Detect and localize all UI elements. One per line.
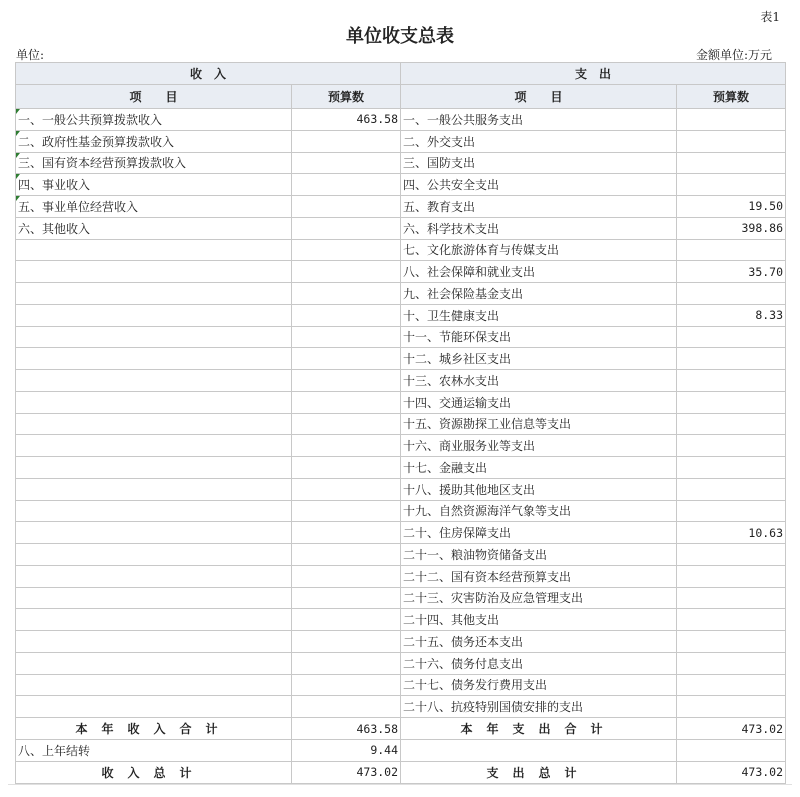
table-row bbox=[16, 304, 786, 326]
income-item bbox=[16, 261, 292, 283]
income-budget bbox=[292, 283, 401, 305]
expense-item: 二十一、粮油物资储备支出 bbox=[401, 544, 677, 566]
income-item: 四、事业收入 bbox=[16, 174, 292, 196]
expense-budget bbox=[677, 478, 786, 500]
income-budget bbox=[292, 152, 401, 174]
table-row bbox=[16, 587, 786, 609]
expense-budget bbox=[677, 652, 786, 674]
expense-item: 五、教育支出 bbox=[401, 196, 677, 218]
income-budget bbox=[292, 326, 401, 348]
table-row bbox=[16, 109, 786, 131]
income-budget bbox=[292, 565, 401, 587]
income-budget bbox=[292, 217, 401, 239]
income-budget: 463.58 bbox=[292, 109, 401, 131]
expense-item: 十三、农林水支出 bbox=[401, 370, 677, 392]
table-row bbox=[16, 370, 786, 392]
table-row bbox=[16, 348, 786, 370]
income-budget bbox=[292, 391, 401, 413]
income-item bbox=[16, 544, 292, 566]
carryover-label: 八、上年结转 bbox=[16, 740, 292, 762]
expense-budget bbox=[677, 283, 786, 305]
expense-item: 九、社会保险基金支出 bbox=[401, 283, 677, 305]
expense-item: 二、外交支出 bbox=[401, 130, 677, 152]
table-row bbox=[16, 500, 786, 522]
expense-item: 八、社会保障和就业支出 bbox=[401, 261, 677, 283]
expense-item: 二十四、其他支出 bbox=[401, 609, 677, 631]
table-row bbox=[16, 631, 786, 653]
expense-budget bbox=[677, 500, 786, 522]
expense-item: 十九、自然资源海洋气象等支出 bbox=[401, 500, 677, 522]
income-item bbox=[16, 239, 292, 261]
income-item: 一、一般公共预算拨款收入 bbox=[16, 109, 292, 131]
income-budget bbox=[292, 522, 401, 544]
income-budget-header: 预算数 bbox=[292, 85, 401, 109]
expense-item: 十二、城乡社区支出 bbox=[401, 348, 677, 370]
empty-cell bbox=[401, 740, 677, 762]
income-item bbox=[16, 457, 292, 479]
table-row bbox=[16, 478, 786, 500]
expense-total-label: 支出总计 bbox=[401, 761, 677, 783]
income-item: 三、国有资本经营预算拨款收入 bbox=[16, 152, 292, 174]
income-budget bbox=[292, 587, 401, 609]
income-budget bbox=[292, 696, 401, 718]
expense-budget: 19.50 bbox=[677, 196, 786, 218]
table-number: 表1 bbox=[760, 10, 780, 24]
page-title: 单位收支总表 bbox=[346, 26, 454, 47]
expense-item: 二十、住房保障支出 bbox=[401, 522, 677, 544]
expense-item: 二十八、抗疫特别国债安排的支出 bbox=[401, 696, 677, 718]
table-row bbox=[16, 435, 786, 457]
table-row bbox=[16, 522, 786, 544]
income-item bbox=[16, 565, 292, 587]
column-header-row bbox=[16, 85, 786, 109]
income-budget bbox=[292, 457, 401, 479]
income-budget bbox=[292, 239, 401, 261]
expense-budget bbox=[677, 348, 786, 370]
expense-item: 七、文化旅游体育与传媒支出 bbox=[401, 239, 677, 261]
expense-budget bbox=[677, 391, 786, 413]
expense-budget bbox=[677, 109, 786, 131]
income-expense-table bbox=[15, 62, 786, 784]
expense-item: 二十六、债务付息支出 bbox=[401, 652, 677, 674]
table-row bbox=[16, 696, 786, 718]
income-header: 收 入 bbox=[16, 63, 401, 85]
expense-budget bbox=[677, 544, 786, 566]
table-row bbox=[16, 239, 786, 261]
income-item bbox=[16, 348, 292, 370]
income-item: 五、事业单位经营收入 bbox=[16, 196, 292, 218]
income-total-value: 473.02 bbox=[292, 761, 401, 783]
expense-budget bbox=[677, 413, 786, 435]
expense-item: 三、国防支出 bbox=[401, 152, 677, 174]
expense-budget: 398.86 bbox=[677, 217, 786, 239]
expense-item: 十一、节能环保支出 bbox=[401, 326, 677, 348]
income-item bbox=[16, 370, 292, 392]
income-item bbox=[16, 326, 292, 348]
year-expense-value: 473.02 bbox=[677, 718, 786, 740]
income-budget bbox=[292, 631, 401, 653]
income-budget bbox=[292, 674, 401, 696]
carryover-row bbox=[16, 740, 786, 762]
expense-budget: 10.63 bbox=[677, 522, 786, 544]
expense-budget bbox=[677, 565, 786, 587]
table-row bbox=[16, 391, 786, 413]
bottom-divider bbox=[8, 784, 792, 785]
expense-item: 二十三、灾害防治及应急管理支出 bbox=[401, 587, 677, 609]
income-budget bbox=[292, 478, 401, 500]
expense-item: 二十二、国有资本经营预算支出 bbox=[401, 565, 677, 587]
year-income-label: 本年收入合计 bbox=[16, 718, 292, 740]
expense-budget bbox=[677, 435, 786, 457]
income-budget bbox=[292, 348, 401, 370]
expense-item: 一、一般公共服务支出 bbox=[401, 109, 677, 131]
income-item bbox=[16, 609, 292, 631]
income-item bbox=[16, 304, 292, 326]
income-item bbox=[16, 631, 292, 653]
expense-item: 六、科学技术支出 bbox=[401, 217, 677, 239]
table-row bbox=[16, 326, 786, 348]
expense-budget bbox=[677, 326, 786, 348]
expense-item: 十八、援助其他地区支出 bbox=[401, 478, 677, 500]
expense-budget bbox=[677, 609, 786, 631]
expense-budget bbox=[677, 631, 786, 653]
expense-item: 十六、商业服务业等支出 bbox=[401, 435, 677, 457]
table-row bbox=[16, 457, 786, 479]
income-item bbox=[16, 696, 292, 718]
expense-item: 十、卫生健康支出 bbox=[401, 304, 677, 326]
table-row bbox=[16, 413, 786, 435]
table-row bbox=[16, 652, 786, 674]
table-row bbox=[16, 544, 786, 566]
income-item bbox=[16, 500, 292, 522]
expense-item: 十五、资源勘探工业信息等支出 bbox=[401, 413, 677, 435]
expense-budget: 35.70 bbox=[677, 261, 786, 283]
table-row bbox=[16, 674, 786, 696]
table-row bbox=[16, 261, 786, 283]
expense-budget bbox=[677, 239, 786, 261]
income-budget bbox=[292, 413, 401, 435]
year-expense-label: 本年支出合计 bbox=[401, 718, 677, 740]
table-row bbox=[16, 565, 786, 587]
expense-budget bbox=[677, 174, 786, 196]
section-header-row bbox=[16, 63, 786, 85]
income-item bbox=[16, 478, 292, 500]
expense-budget bbox=[677, 457, 786, 479]
expense-header: 支 出 bbox=[401, 63, 786, 85]
income-total-label: 收入总计 bbox=[16, 761, 292, 783]
income-budget bbox=[292, 304, 401, 326]
expense-item: 二十五、债务还本支出 bbox=[401, 631, 677, 653]
expense-item-header: 项 目 bbox=[401, 85, 677, 109]
table-row bbox=[16, 196, 786, 218]
table-row bbox=[16, 217, 786, 239]
income-item: 六、其他收入 bbox=[16, 217, 292, 239]
income-budget bbox=[292, 130, 401, 152]
income-item bbox=[16, 435, 292, 457]
income-item: 二、政府性基金预算拨款收入 bbox=[16, 130, 292, 152]
income-item bbox=[16, 587, 292, 609]
income-budget bbox=[292, 370, 401, 392]
unit-label: 单位: bbox=[16, 48, 45, 62]
year-income-value: 463.58 bbox=[292, 718, 401, 740]
expense-budget bbox=[677, 370, 786, 392]
carryover-value: 9.44 bbox=[292, 740, 401, 762]
expense-budget bbox=[677, 130, 786, 152]
expense-budget bbox=[677, 587, 786, 609]
income-budget bbox=[292, 544, 401, 566]
amount-unit-label: 金额单位:万元 bbox=[695, 48, 772, 62]
table-row bbox=[16, 174, 786, 196]
expense-budget bbox=[677, 696, 786, 718]
year-total-row bbox=[16, 718, 786, 740]
expense-item: 十七、金融支出 bbox=[401, 457, 677, 479]
income-budget bbox=[292, 261, 401, 283]
income-budget bbox=[292, 500, 401, 522]
income-item bbox=[16, 413, 292, 435]
expense-total-value: 473.02 bbox=[677, 761, 786, 783]
table-row bbox=[16, 283, 786, 305]
table-row bbox=[16, 609, 786, 631]
expense-budget: 8.33 bbox=[677, 304, 786, 326]
expense-budget bbox=[677, 152, 786, 174]
table-row bbox=[16, 130, 786, 152]
empty-cell bbox=[677, 740, 786, 762]
table-row bbox=[16, 152, 786, 174]
income-item bbox=[16, 391, 292, 413]
income-budget bbox=[292, 174, 401, 196]
expense-item: 二十七、债务发行费用支出 bbox=[401, 674, 677, 696]
income-item bbox=[16, 652, 292, 674]
expense-budget bbox=[677, 674, 786, 696]
income-item bbox=[16, 283, 292, 305]
expense-budget-header: 预算数 bbox=[677, 85, 786, 109]
income-item bbox=[16, 674, 292, 696]
income-budget bbox=[292, 609, 401, 631]
income-budget bbox=[292, 652, 401, 674]
income-budget bbox=[292, 196, 401, 218]
expense-item: 十四、交通运输支出 bbox=[401, 391, 677, 413]
income-item-header: 项 目 bbox=[16, 85, 292, 109]
income-budget bbox=[292, 435, 401, 457]
grand-total-row bbox=[16, 761, 786, 783]
income-item bbox=[16, 522, 292, 544]
expense-item: 四、公共安全支出 bbox=[401, 174, 677, 196]
